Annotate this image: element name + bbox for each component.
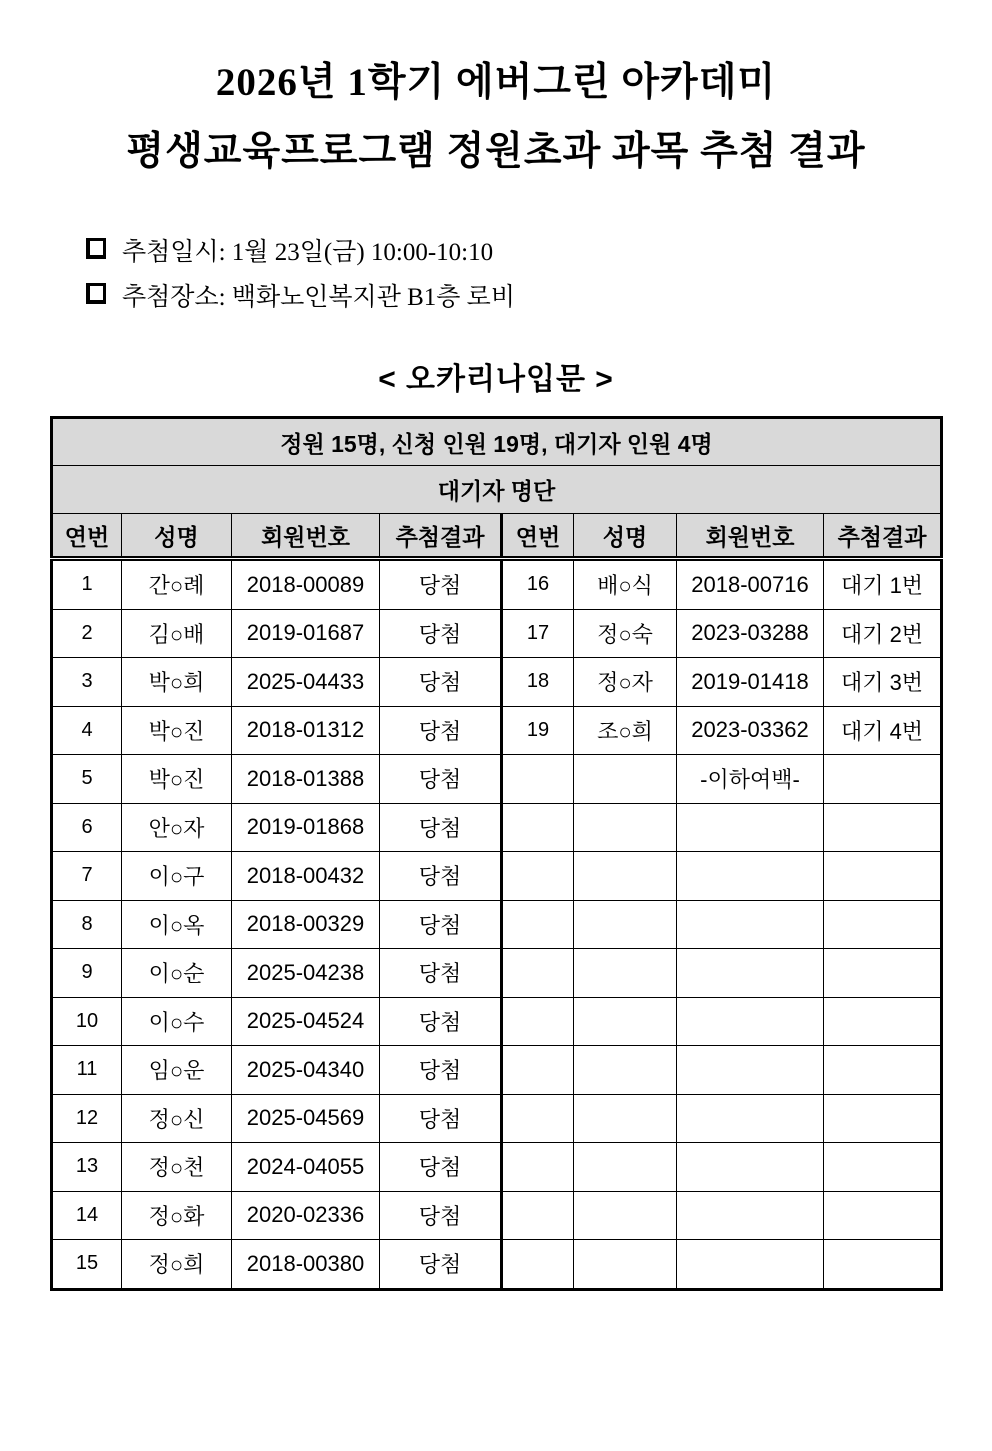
cell-result: 당첨 — [380, 997, 502, 1046]
waitlist-table — [50, 416, 943, 1291]
table-row — [52, 900, 942, 949]
capacity-summary: 정원 15명, 신청 인원 19명, 대기자 인원 4명 — [52, 418, 942, 466]
cell-name: 정○화 — [122, 1191, 232, 1240]
cell-name — [574, 1191, 677, 1240]
column-header-result: 추첨결과 — [380, 514, 502, 559]
cell-name: 간○례 — [122, 559, 232, 610]
cell-serial — [502, 1240, 574, 1290]
cell-member-no: 2018-00329 — [232, 900, 380, 949]
cell-member-no: 2018-01388 — [232, 755, 380, 804]
cell-member-no — [677, 1191, 824, 1240]
table-row — [52, 658, 942, 707]
cell-serial — [502, 852, 574, 901]
cell-result: 대기 1번 — [824, 559, 942, 610]
cell-member-no: 2025-04340 — [232, 1046, 380, 1095]
cell-name: 박○진 — [122, 706, 232, 755]
cell-result — [824, 949, 942, 998]
cell-result — [824, 852, 942, 901]
column-header-row — [52, 514, 942, 559]
table-row — [52, 1191, 942, 1240]
cell-member-no: 2023-03288 — [677, 609, 824, 658]
table-row — [52, 609, 942, 658]
cell-result — [824, 1046, 942, 1095]
column-header-member-no: 회원번호 — [232, 514, 380, 559]
cell-result: 당첨 — [380, 949, 502, 998]
waitlist-table-body — [52, 559, 942, 1290]
cell-serial: 6 — [52, 803, 122, 852]
cell-serial: 13 — [52, 1143, 122, 1192]
cell-member-no: 2018-00380 — [232, 1240, 380, 1290]
cell-serial: 3 — [52, 658, 122, 707]
cell-result: 당첨 — [380, 1094, 502, 1143]
document-page — [0, 48, 992, 1451]
cell-member-no: 2019-01687 — [232, 609, 380, 658]
cell-name — [574, 1240, 677, 1290]
cell-name: 김○배 — [122, 609, 232, 658]
cell-serial: 15 — [52, 1240, 122, 1290]
cell-serial — [502, 1143, 574, 1192]
cell-name: 이○옥 — [122, 900, 232, 949]
cell-result — [824, 755, 942, 804]
cell-member-no — [677, 803, 824, 852]
cell-serial: 14 — [52, 1191, 122, 1240]
cell-name — [574, 1094, 677, 1143]
cell-serial: 12 — [52, 1094, 122, 1143]
table-row — [52, 803, 942, 852]
cell-result — [824, 803, 942, 852]
cell-member-no: 2024-04055 — [232, 1143, 380, 1192]
cell-name: 안○자 — [122, 803, 232, 852]
table-row — [52, 852, 942, 901]
cell-serial: 17 — [502, 609, 574, 658]
cell-serial: 4 — [52, 706, 122, 755]
cell-member-no — [677, 1240, 824, 1290]
cell-member-no: 2025-04569 — [232, 1094, 380, 1143]
cell-name — [574, 900, 677, 949]
cell-serial: 5 — [52, 755, 122, 804]
cell-name — [574, 1046, 677, 1095]
cell-name: 정○숙 — [574, 609, 677, 658]
cell-name — [574, 997, 677, 1046]
cell-serial: 19 — [502, 706, 574, 755]
cell-member-no: 2019-01418 — [677, 658, 824, 707]
cell-result: 당첨 — [380, 852, 502, 901]
cell-serial: 1 — [52, 559, 122, 610]
cell-member-no: -이하여백- — [677, 755, 824, 804]
cell-name: 임○운 — [122, 1046, 232, 1095]
cell-result: 당첨 — [380, 803, 502, 852]
column-header-name: 성명 — [122, 514, 232, 559]
cell-serial — [502, 803, 574, 852]
subtitle-row — [52, 466, 942, 514]
cell-result: 당첨 — [380, 900, 502, 949]
cell-member-no: 2025-04524 — [232, 997, 380, 1046]
page-title-line2: 평생교육프로그램 정원초과 과목 추첨 결과 — [126, 130, 866, 173]
cell-serial — [502, 1094, 574, 1143]
table-row — [52, 706, 942, 755]
cell-member-no: 2020-02336 — [232, 1191, 380, 1240]
table-subtitle: 대기자 명단 — [52, 466, 942, 514]
cell-result: 당첨 — [380, 1143, 502, 1192]
cell-name: 정○천 — [122, 1143, 232, 1192]
draw-location-text: 추첨장소: 백화노인복지관 B1층 로비 — [122, 284, 515, 311]
table-row — [52, 1046, 942, 1095]
cell-name: 조○희 — [574, 706, 677, 755]
cell-name: 이○순 — [122, 949, 232, 998]
cell-serial — [502, 949, 574, 998]
cell-serial: 8 — [52, 900, 122, 949]
column-header-serial: 연번 — [502, 514, 574, 559]
cell-serial: 10 — [52, 997, 122, 1046]
column-header-serial: 연번 — [52, 514, 122, 559]
cell-result: 당첨 — [380, 1191, 502, 1240]
cell-name — [574, 852, 677, 901]
cell-result: 당첨 — [380, 658, 502, 707]
cell-serial: 16 — [502, 559, 574, 610]
cell-serial: 2 — [52, 609, 122, 658]
column-header-result: 추첨결과 — [824, 514, 942, 559]
draw-datetime — [86, 230, 992, 275]
cell-member-no: 2025-04238 — [232, 949, 380, 998]
cell-name: 정○신 — [122, 1094, 232, 1143]
cell-name: 정○자 — [574, 658, 677, 707]
page-title-line1: 2026년 1학기 에버그린 아카데미 — [215, 61, 777, 104]
cell-serial — [502, 900, 574, 949]
column-header-member-no: 회원번호 — [677, 514, 824, 559]
table-row — [52, 1094, 942, 1143]
cell-member-no: 2018-00089 — [232, 559, 380, 610]
table-row — [52, 997, 942, 1046]
cell-result — [824, 1094, 942, 1143]
cell-member-no: 2018-00432 — [232, 852, 380, 901]
cell-result: 대기 3번 — [824, 658, 942, 707]
table-row — [52, 1143, 942, 1192]
cell-result: 대기 2번 — [824, 609, 942, 658]
cell-result: 당첨 — [380, 1046, 502, 1095]
cell-member-no — [677, 1094, 824, 1143]
square-bullet-icon — [86, 238, 106, 259]
draw-location — [86, 275, 992, 320]
cell-member-no — [677, 852, 824, 901]
cell-serial — [502, 755, 574, 804]
cell-name — [574, 1143, 677, 1192]
cell-name: 박○진 — [122, 755, 232, 804]
cell-member-no — [677, 900, 824, 949]
cell-member-no: 2025-04433 — [232, 658, 380, 707]
bullet-list — [86, 230, 992, 320]
cell-member-no: 2019-01868 — [232, 803, 380, 852]
cell-member-no — [677, 1046, 824, 1095]
cell-member-no: 2018-01312 — [232, 706, 380, 755]
table-row — [52, 559, 942, 610]
cell-name: 박○희 — [122, 658, 232, 707]
cell-serial — [502, 997, 574, 1046]
cell-member-no — [677, 1143, 824, 1192]
cell-result — [824, 900, 942, 949]
cell-name: 정○희 — [122, 1240, 232, 1290]
column-header-name: 성명 — [574, 514, 677, 559]
cell-name: 배○식 — [574, 559, 677, 610]
cell-serial: 9 — [52, 949, 122, 998]
cell-name: 이○수 — [122, 997, 232, 1046]
cell-serial — [502, 1191, 574, 1240]
cell-member-no — [677, 997, 824, 1046]
table-row — [52, 1240, 942, 1290]
cell-name — [574, 755, 677, 804]
cell-serial — [502, 1046, 574, 1095]
table-row — [52, 755, 942, 804]
cell-name — [574, 949, 677, 998]
square-bullet-icon — [86, 283, 106, 304]
cell-member-no — [677, 949, 824, 998]
cell-name — [574, 803, 677, 852]
cell-result — [824, 1240, 942, 1290]
table-row — [52, 949, 942, 998]
summary-row — [52, 418, 942, 466]
page-title — [0, 48, 992, 186]
cell-member-no: 2023-03362 — [677, 706, 824, 755]
cell-result — [824, 1191, 942, 1240]
cell-result: 대기 4번 — [824, 706, 942, 755]
cell-serial: 11 — [52, 1046, 122, 1095]
cell-result: 당첨 — [380, 706, 502, 755]
cell-name: 이○구 — [122, 852, 232, 901]
cell-serial: 18 — [502, 658, 574, 707]
cell-serial: 7 — [52, 852, 122, 901]
cell-result — [824, 1143, 942, 1192]
draw-datetime-text: 추첨일시: 1월 23일(금) 10:00-10:10 — [122, 239, 494, 266]
cell-result: 당첨 — [380, 1240, 502, 1290]
cell-member-no: 2018-00716 — [677, 559, 824, 610]
cell-result — [824, 997, 942, 1046]
cell-result: 당첨 — [380, 559, 502, 610]
cell-result: 당첨 — [380, 755, 502, 804]
cell-result: 당첨 — [380, 609, 502, 658]
section-title: < 오카리나입문 > — [378, 363, 614, 396]
